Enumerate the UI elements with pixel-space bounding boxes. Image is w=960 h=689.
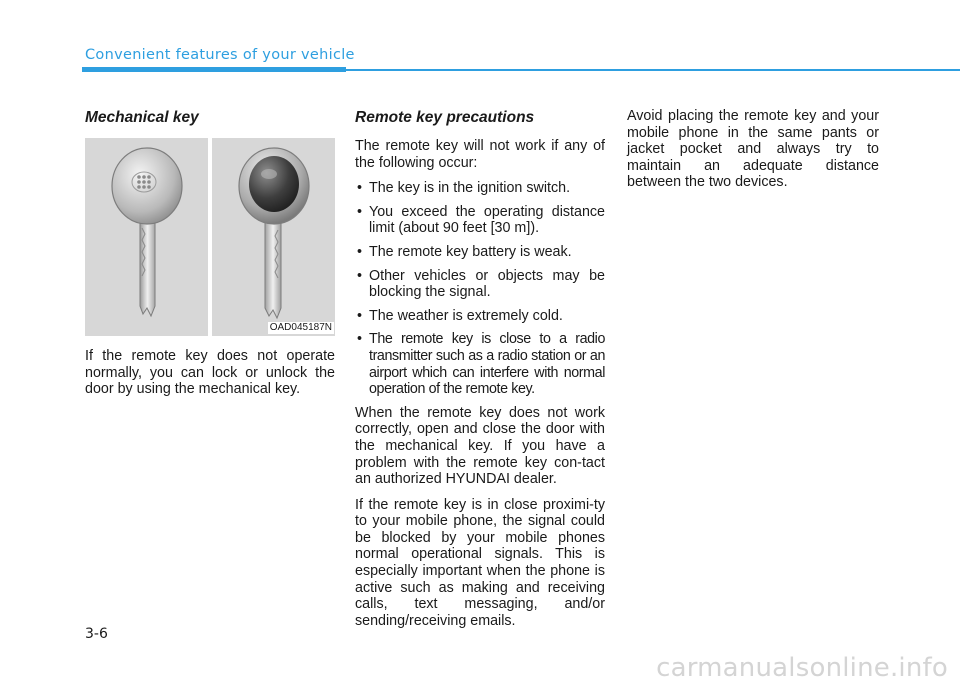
list-item: • The remote key battery is weak. xyxy=(355,244,605,261)
header-rule-thin xyxy=(346,69,960,71)
precautions-paragraph-3: Avoid placing the remote key and your mobile phone in the same pants or jacket pocket and always try to maintain an adequate distance between the two devices. xyxy=(627,108,879,191)
precautions-intro: The remote key will not work if any of the following occur: xyxy=(355,138,605,171)
column-remote-key-precautions xyxy=(355,108,605,638)
precautions-paragraph-1: When the remote key does not work correctly, open and close the door with the mechanical key. If you have a problem with the remote key con-tact an authorized HYUNDAI dealer. xyxy=(355,404,605,488)
precautions-bullet-list xyxy=(355,180,605,398)
remote-key-precautions-heading: Remote key precautions xyxy=(355,109,535,126)
list-item: • You exceed the operating distance limit (about 90 feet [30 m]). xyxy=(355,204,605,237)
header-rule-thick xyxy=(82,67,346,72)
list-item: • The weather is extremely cold. xyxy=(355,308,605,325)
page-number: 3-6 xyxy=(85,626,108,642)
key-back-panel xyxy=(212,138,335,336)
list-item: • Other vehicles or objects may be blocking the signal. xyxy=(355,268,605,301)
mechanical-key-heading: Mechanical key xyxy=(85,109,199,126)
key-back-illustration xyxy=(212,138,335,336)
precautions-paragraph-2: If the remote key is in close proximi-ty to your mobile phone, the signal could be blocked by your mobile phones normal operational signals. This is especially important when the phone is active such as making and receiving calls, text messaging, and/or sending/receiving emails. xyxy=(355,496,605,629)
watermark: carmanualsonline.info xyxy=(656,653,948,683)
column-mechanical-key xyxy=(85,108,335,407)
figure-caption-code: OAD045187N xyxy=(269,322,332,333)
list-item: • The key is in the ignition switch. xyxy=(355,180,605,197)
list-item: • The remote key is close to a radio transmitter such as a radio station or an airport which can interfere with normal operation of the remote key. xyxy=(355,331,605,397)
column-phone-advice xyxy=(627,108,879,200)
mechanical-key-figure xyxy=(85,138,335,336)
section-title: Convenient features of your vehicle xyxy=(85,47,355,63)
key-front-illustration xyxy=(85,138,208,336)
mechanical-key-paragraph: If the remote key does not operate normally, you can lock or unlock the door by using the mechanical key. xyxy=(85,348,335,398)
key-front-panel xyxy=(85,138,208,336)
